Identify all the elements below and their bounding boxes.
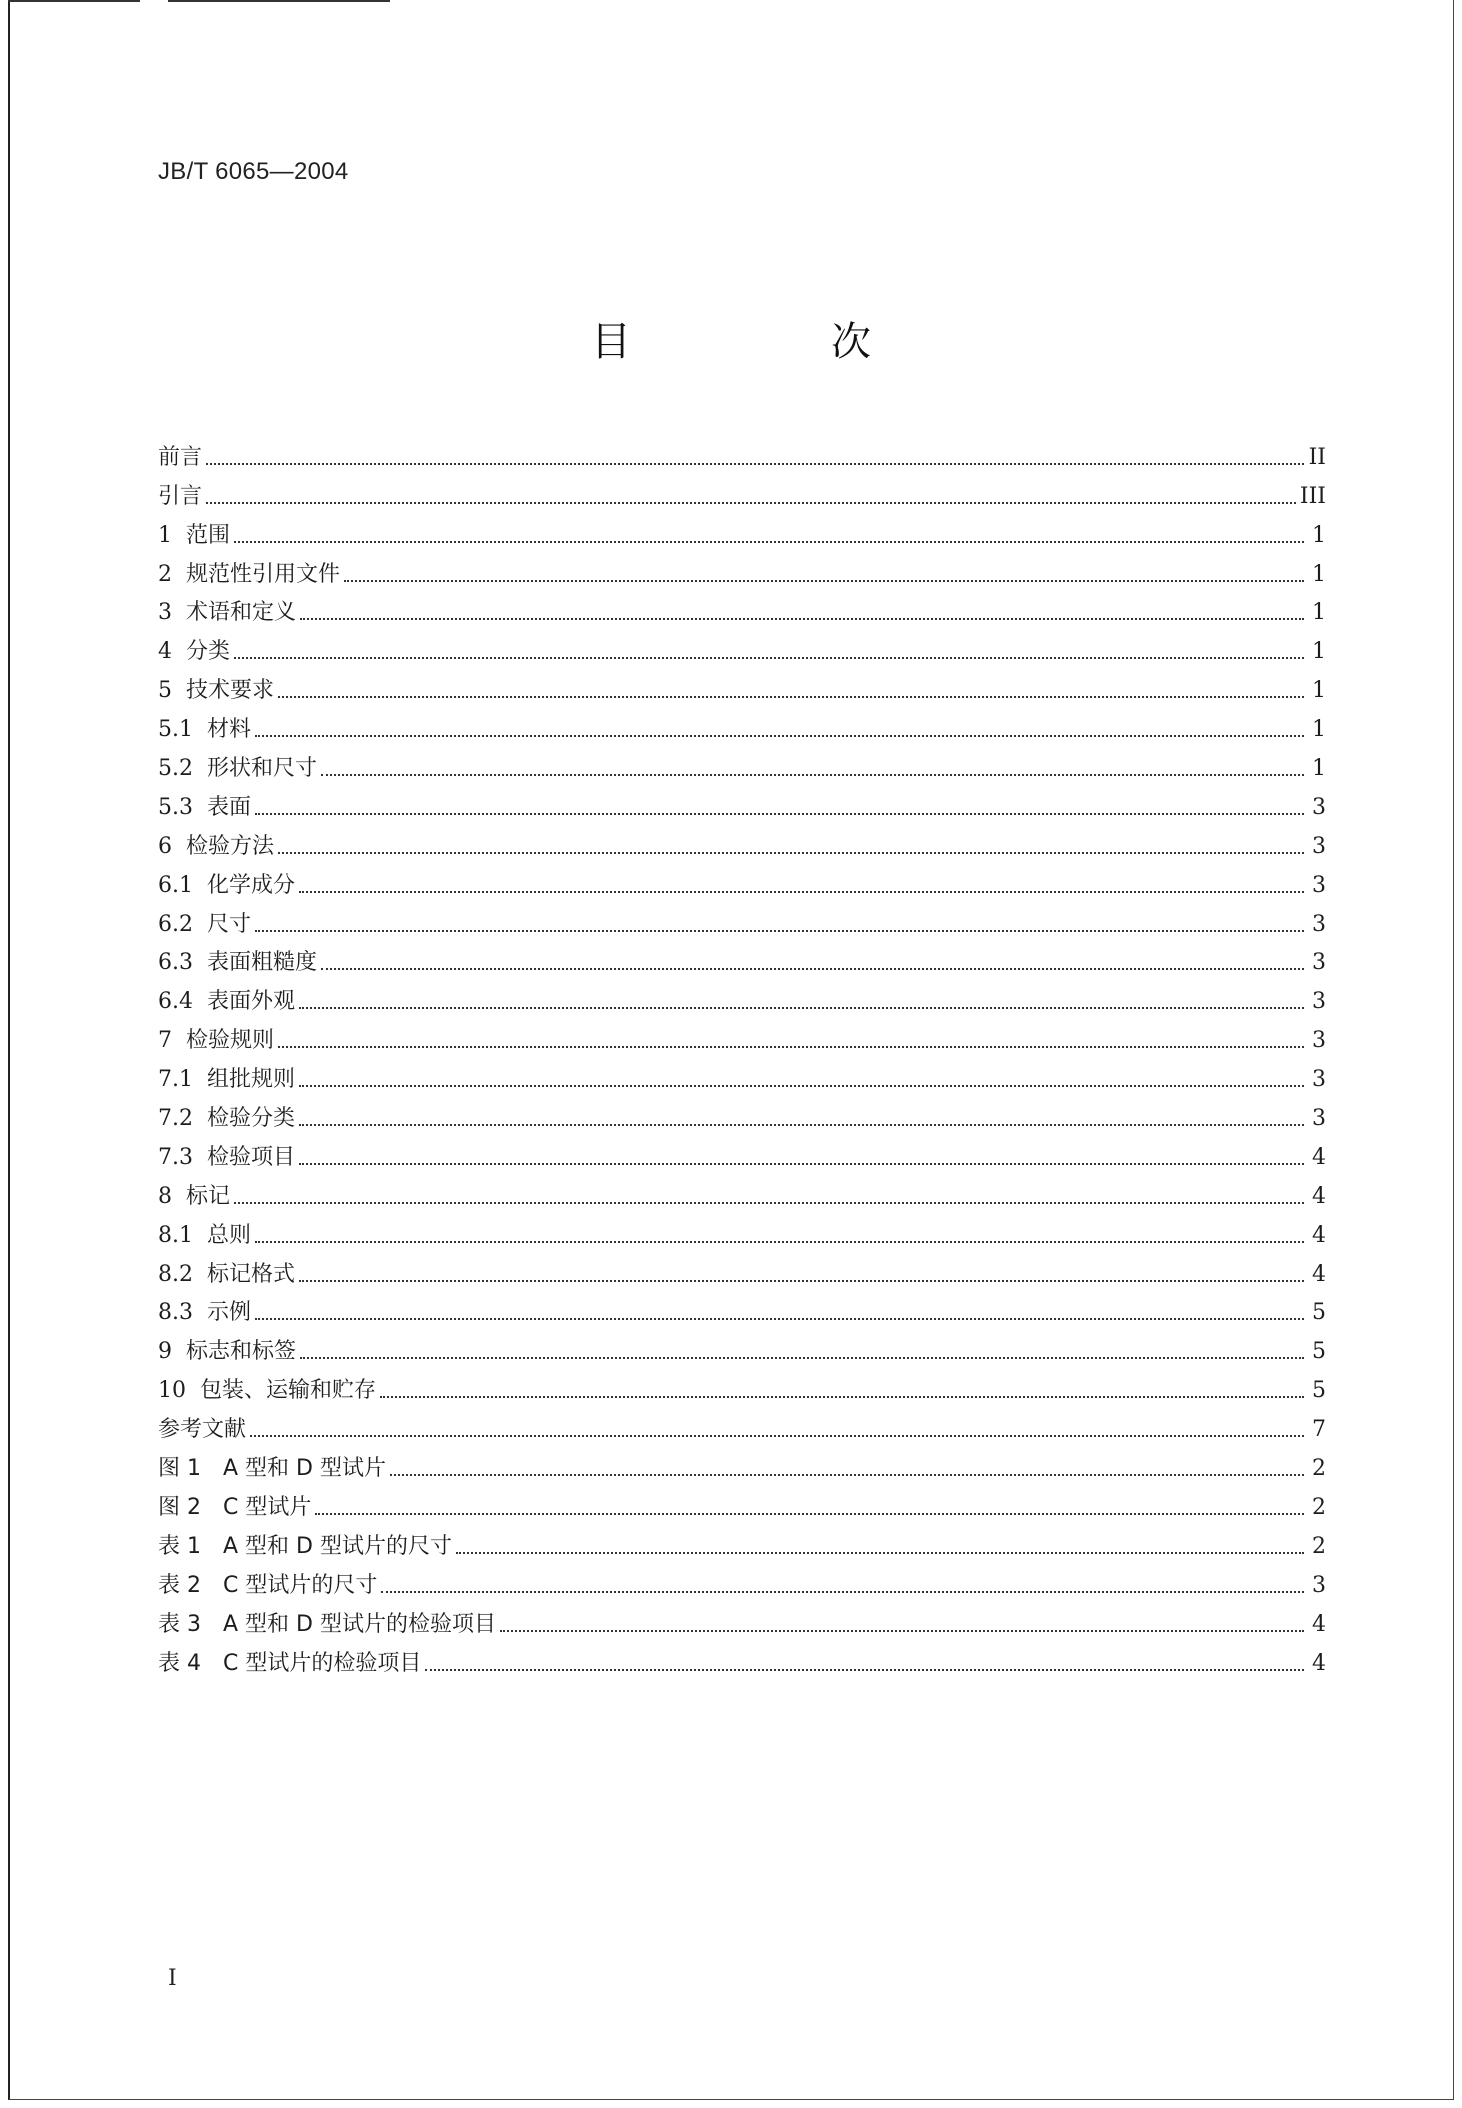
toc-entry[interactable]: [158, 626, 1326, 665]
toc-dot-leader: [299, 891, 1304, 893]
toc-entry[interactable]: [158, 471, 1326, 510]
toc-entry-label: 包装、运输和贮存: [200, 1378, 377, 1404]
toc-entry-label: 尺寸: [207, 911, 252, 937]
toc-entry[interactable]: [158, 704, 1326, 743]
toc-dot-leader: [500, 1630, 1304, 1632]
toc-entry-label: 化学成分: [207, 872, 296, 898]
toc-dot-leader: [278, 1046, 1304, 1048]
toc-entry-page: 4: [1312, 1183, 1326, 1209]
toc-entry-label: 参考文献: [158, 1417, 247, 1443]
toc-entry[interactable]: [158, 1404, 1326, 1443]
toc-entry-label: 标记格式: [207, 1261, 296, 1287]
toc-entry[interactable]: [158, 1093, 1326, 1132]
toc-entry-page: 3: [1312, 1067, 1326, 1093]
toc-entry-page: 1: [1312, 561, 1326, 587]
toc-entry-page: 3: [1312, 1028, 1326, 1054]
toc-entry[interactable]: [158, 1171, 1326, 1210]
toc-entry-label: 标记: [186, 1183, 231, 1209]
toc-entry-page: 1: [1312, 639, 1326, 665]
toc-entry-number: 8.2: [158, 1261, 193, 1287]
toc-entry[interactable]: [158, 1638, 1326, 1677]
toc-entry-page: 1: [1312, 756, 1326, 782]
top-rule: [168, 0, 390, 2]
toc-entry-number: 1: [158, 522, 172, 548]
toc-entry[interactable]: [158, 1249, 1326, 1288]
toc-entry-page: 2: [1312, 1533, 1326, 1559]
toc-entry-label: 形状和尺寸: [207, 756, 318, 782]
toc-entry-page: 1: [1312, 522, 1326, 548]
toc-entry-label: 组批规则: [207, 1067, 296, 1093]
document-code: JB/T 6065—2004: [158, 158, 349, 185]
toc-list: [158, 432, 1326, 1677]
toc-entry[interactable]: [158, 1443, 1326, 1482]
toc-entry[interactable]: [158, 1054, 1326, 1093]
toc-dot-leader: [299, 1124, 1304, 1126]
toc-entry-label: 技术要求: [186, 678, 275, 704]
toc-entry-label: 表 3 A 型和 D 型试片的检验项目: [158, 1611, 496, 1637]
toc-entry-label: 前言: [158, 444, 203, 470]
toc-entry[interactable]: [158, 938, 1326, 977]
toc-dot-leader: [315, 1513, 1304, 1515]
toc-dot-leader: [206, 463, 1304, 465]
toc-dot-leader: [299, 1085, 1304, 1087]
toc-entry-label: 标志和标签: [186, 1339, 297, 1365]
toc-entry[interactable]: [158, 1521, 1326, 1560]
toc-entry-page: 3: [1312, 1106, 1326, 1132]
toc-entry[interactable]: [158, 899, 1326, 938]
toc-entry[interactable]: [158, 549, 1326, 588]
toc-entry[interactable]: [158, 588, 1326, 627]
toc-entry-page: 4: [1312, 1222, 1326, 1248]
toc-entry-page: 3: [1312, 950, 1326, 976]
toc-entry-label: 表 2 C 型试片的尺寸: [158, 1572, 378, 1598]
toc-entry[interactable]: [158, 1560, 1326, 1599]
toc-dot-leader: [425, 1669, 1304, 1671]
toc-entry-page: 1: [1312, 717, 1326, 743]
toc-dot-leader: [456, 1552, 1304, 1554]
toc-entry[interactable]: [158, 743, 1326, 782]
toc-entry-page: 7: [1312, 1417, 1326, 1443]
toc-entry-page: 4: [1312, 1261, 1326, 1287]
toc-dot-leader: [321, 774, 1304, 776]
toc-dot-leader: [255, 1318, 1304, 1320]
toc-entry-number: 7: [158, 1028, 172, 1054]
toc-entry-page: II: [1308, 444, 1326, 470]
toc-dot-leader: [380, 1396, 1304, 1398]
toc-entry[interactable]: [158, 665, 1326, 704]
toc-entry-label: 表面粗糙度: [207, 950, 318, 976]
toc-entry-number: 5.1: [158, 717, 193, 743]
toc-dot-leader: [300, 618, 1304, 620]
toc-entry-label: 检验项目: [207, 1144, 296, 1170]
toc-entry-number: 5.2: [158, 756, 193, 782]
toc-entry-label: 图 2 C 型试片: [158, 1494, 312, 1520]
toc-dot-leader: [255, 930, 1304, 932]
toc-entry-page: 5: [1312, 1378, 1326, 1404]
toc-dot-leader: [299, 1163, 1304, 1165]
toc-entry-number: 3: [158, 600, 172, 626]
toc-dot-leader: [300, 1357, 1304, 1359]
toc-entry[interactable]: [158, 1015, 1326, 1054]
toc-entry-page: 2: [1312, 1456, 1326, 1482]
toc-entry-number: 10: [158, 1378, 186, 1404]
toc-entry-label: 图 1 A 型和 D 型试片: [158, 1456, 386, 1482]
toc-entry-number: 8.1: [158, 1222, 193, 1248]
toc-entry-label: 范围: [186, 522, 231, 548]
toc-entry-page: 3: [1312, 872, 1326, 898]
toc-entry-page: 4: [1312, 1611, 1326, 1637]
toc-entry-label: 表 1 A 型和 D 型试片的尺寸: [158, 1533, 452, 1559]
toc-entry-label: 引言: [158, 483, 203, 509]
toc-entry-label: 材料: [207, 717, 252, 743]
toc-entry[interactable]: [158, 860, 1326, 899]
toc-entry-page: 3: [1312, 833, 1326, 859]
toc-dot-leader: [278, 696, 1304, 698]
toc-entry-label: 分类: [186, 639, 231, 665]
toc-entry[interactable]: [158, 821, 1326, 860]
toc-entry-label: 检验规则: [186, 1028, 275, 1054]
toc-entry-number: 6.1: [158, 872, 193, 898]
toc-dot-leader: [234, 1202, 1304, 1204]
toc-entry-page: 3: [1312, 989, 1326, 1015]
toc-entry[interactable]: [158, 1482, 1326, 1521]
toc-entry-page: 2: [1312, 1494, 1326, 1520]
toc-entry-page: III: [1299, 483, 1326, 509]
toc-dot-leader: [278, 852, 1304, 854]
toc-entry-number: 7.1: [158, 1067, 193, 1093]
toc-entry-label: 检验方法: [186, 833, 275, 859]
toc-entry-number: 9: [158, 1339, 172, 1365]
toc-title: 目 次: [591, 319, 951, 365]
toc-dot-leader: [255, 1241, 1304, 1243]
toc-entry-number: 2: [158, 561, 172, 587]
toc-entry-label: 总则: [207, 1222, 252, 1248]
toc-dot-leader: [255, 813, 1304, 815]
toc-entry-page: 1: [1312, 678, 1326, 704]
toc-entry-number: 6: [158, 833, 172, 859]
toc-dot-leader: [299, 1007, 1304, 1009]
toc-dot-leader: [234, 657, 1304, 659]
toc-entry[interactable]: [158, 1365, 1326, 1404]
toc-entry-page: 3: [1312, 1572, 1326, 1598]
toc-entry-label: 示例: [207, 1300, 252, 1326]
page-number: I: [168, 1966, 177, 1991]
toc-entry-number: 7.2: [158, 1106, 193, 1132]
toc-entry-label: 检验分类: [207, 1106, 296, 1132]
toc-entry[interactable]: [158, 1132, 1326, 1171]
toc-entry-label: 表面: [207, 794, 252, 820]
toc-entry-page: 1: [1312, 600, 1326, 626]
top-rule: [8, 0, 140, 2]
toc-entry[interactable]: [158, 510, 1326, 549]
toc-dot-leader: [321, 968, 1304, 970]
toc-entry-number: 8.3: [158, 1300, 193, 1326]
toc-dot-leader: [206, 502, 1296, 504]
toc-entry-page: 4: [1312, 1144, 1326, 1170]
toc-dot-leader: [255, 735, 1304, 737]
toc-entry-page: 5: [1312, 1300, 1326, 1326]
toc-entry-page: 3: [1312, 794, 1326, 820]
toc-entry[interactable]: [158, 976, 1326, 1015]
toc-entry-label: 表面外观: [207, 989, 296, 1015]
toc-entry-page: 3: [1312, 911, 1326, 937]
toc-entry-number: 7.3: [158, 1144, 193, 1170]
toc-entry[interactable]: [158, 432, 1326, 471]
toc-dot-leader: [390, 1474, 1304, 1476]
toc-entry-number: 8: [158, 1183, 172, 1209]
toc-entry[interactable]: [158, 1288, 1326, 1327]
toc-entry-page: 5: [1312, 1339, 1326, 1365]
toc-dot-leader: [234, 541, 1304, 543]
toc-dot-leader: [381, 1591, 1304, 1593]
toc-entry-page: 4: [1312, 1650, 1326, 1676]
toc-dot-leader: [250, 1435, 1304, 1437]
toc-dot-leader: [299, 1280, 1304, 1282]
toc-dot-leader: [344, 580, 1304, 582]
toc-entry-number: 6.3: [158, 950, 193, 976]
toc-entry-number: 4: [158, 639, 172, 665]
toc-entry-label: 规范性引用文件: [186, 561, 341, 587]
toc-entry[interactable]: [158, 1210, 1326, 1249]
toc-entry-number: 5: [158, 678, 172, 704]
toc-entry-number: 6.4: [158, 989, 193, 1015]
toc-entry[interactable]: [158, 1326, 1326, 1365]
toc-entry[interactable]: [158, 1599, 1326, 1638]
toc-entry[interactable]: [158, 782, 1326, 821]
toc-entry-label: 术语和定义: [186, 600, 297, 626]
toc-entry-number: 6.2: [158, 911, 193, 937]
toc-entry-number: 5.3: [158, 794, 193, 820]
toc-entry-label: 表 4 C 型试片的检验项目: [158, 1650, 422, 1676]
